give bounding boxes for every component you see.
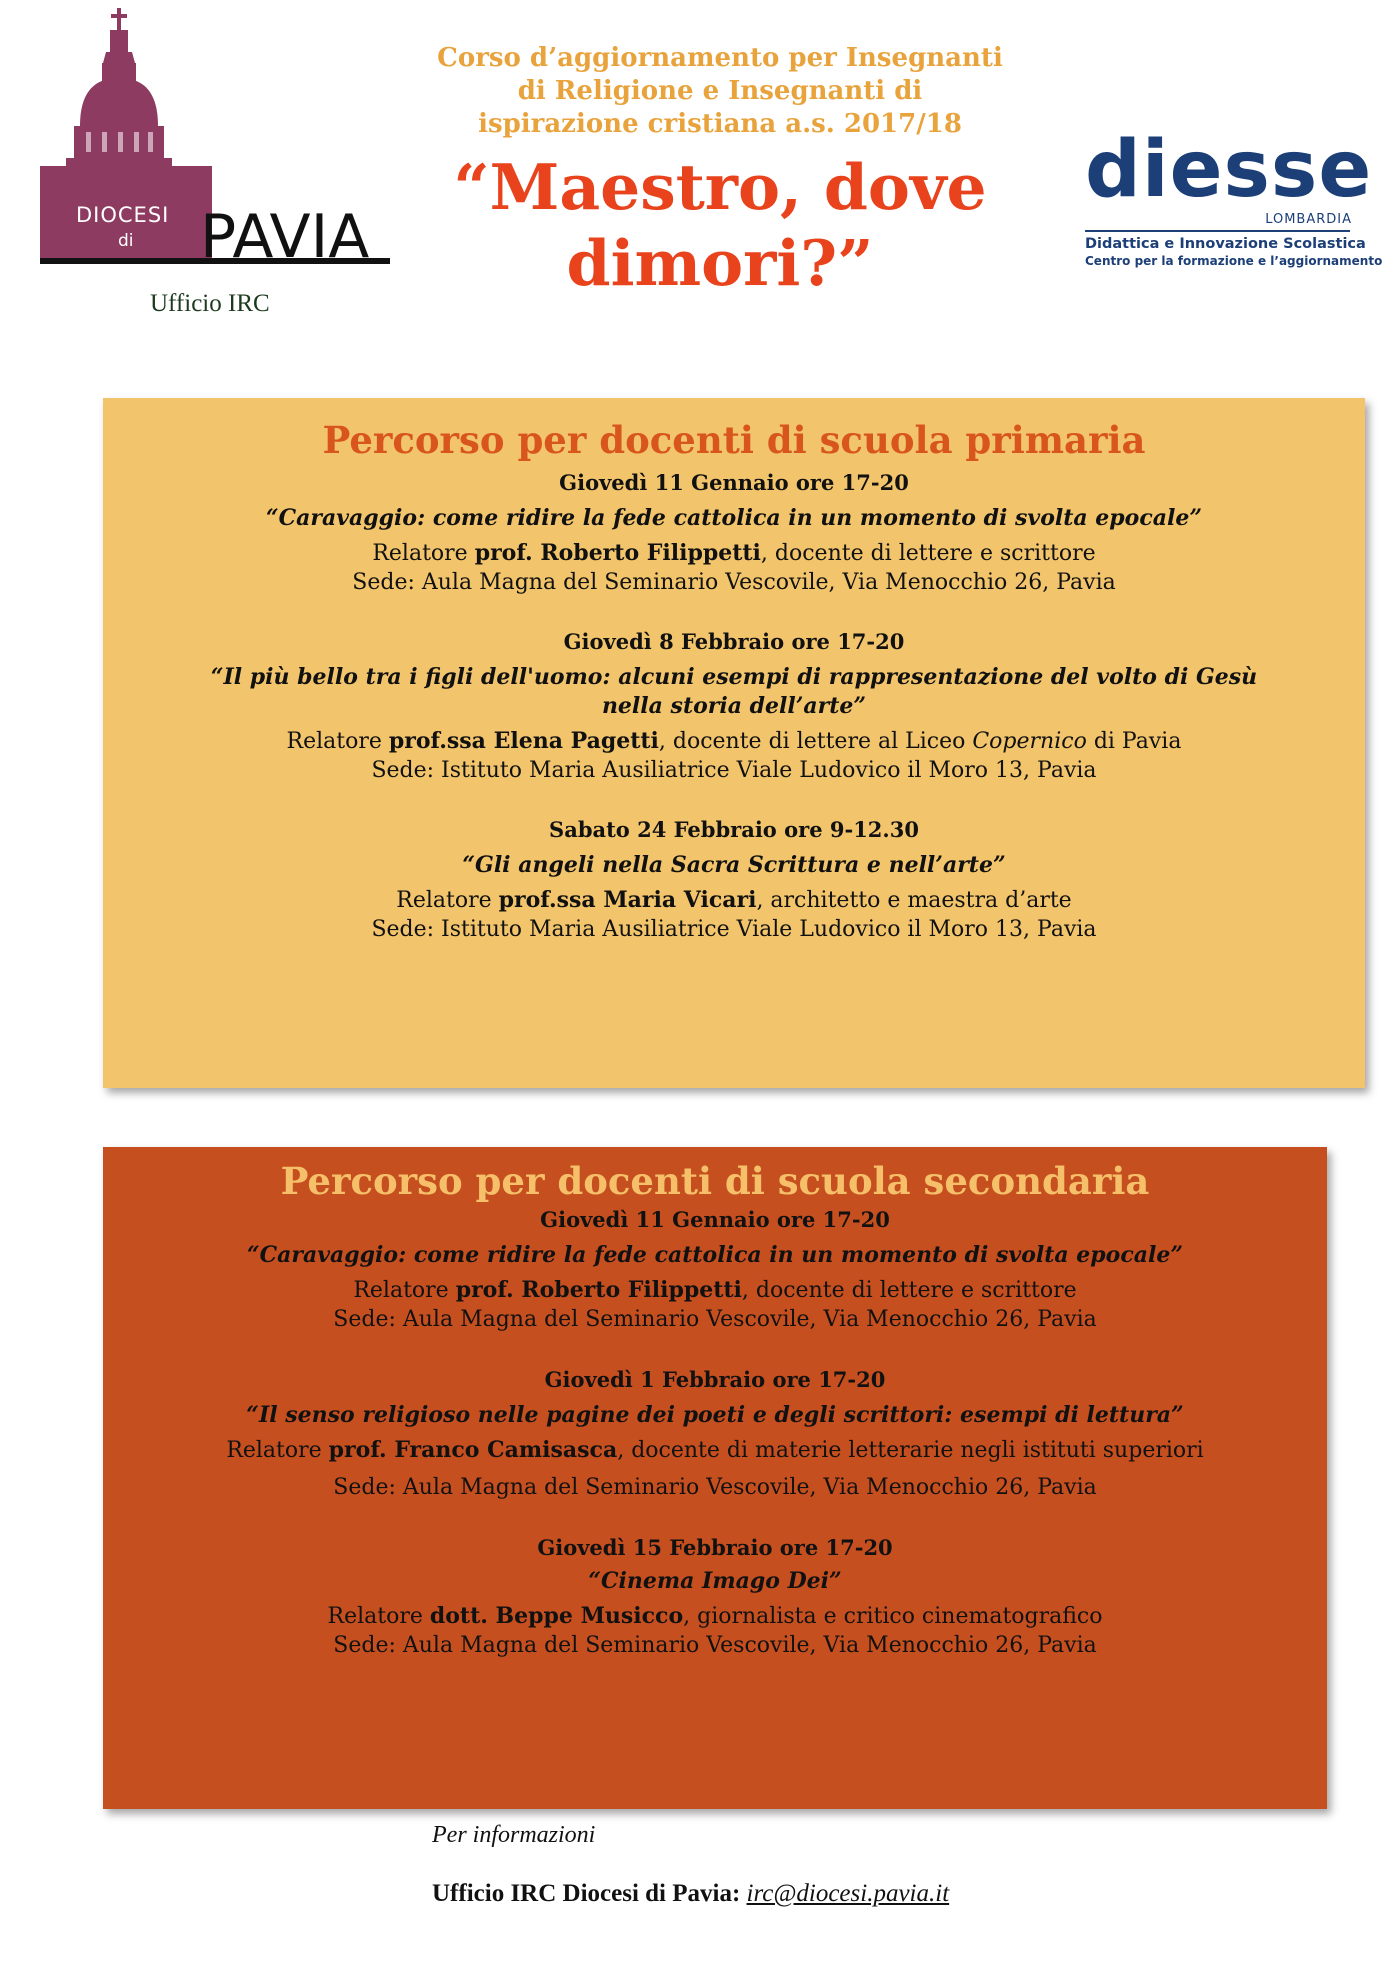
- course-line: Corso d’aggiornamento per Insegnanti: [437, 43, 1003, 73]
- main-title: [395, 149, 1045, 301]
- course-title: [395, 42, 1045, 141]
- event-speaker: [103, 727, 1365, 756]
- event-item: [103, 627, 1365, 785]
- speaker-school-name: Copernico: [972, 729, 1087, 754]
- speaker-role: , docente di lettere al Liceo: [658, 729, 966, 754]
- event-item: [103, 1533, 1327, 1660]
- event-speaker: [103, 886, 1365, 915]
- event-talk-line: “Il senso religioso nelle pagine dei poeti e degli scrittori: esempi di lettura”: [246, 1402, 1184, 1428]
- di-word: di: [118, 231, 134, 251]
- event-venue: Sede: Aula Magna del Seminario Vescovile, Via Menocchio 26, Pavia: [333, 1633, 1097, 1658]
- event-date: Giovedì 1 Febbraio ore 17-20: [544, 1367, 886, 1392]
- event-item: [103, 468, 1365, 597]
- speaker-name: prof. Roberto Filippetti: [474, 540, 761, 566]
- speaker-role: , docente di lettere e scrittore: [741, 1278, 1077, 1303]
- speaker-role: , docente di materie letterarie negli istituti superiori: [617, 1438, 1204, 1463]
- diesse-subtitle-secondary: Centro per la formazione e l’aggiornamento: [1085, 254, 1383, 268]
- speaker-name: prof. Roberto Filippetti: [455, 1277, 742, 1303]
- speaker-prefix: Relatore: [327, 1604, 423, 1629]
- event-talk-line: “Cinema Imago Dei”: [588, 1568, 842, 1594]
- main-title-line: dimori?”: [566, 226, 874, 300]
- contact-email-link[interactable]: irc@diocesi.pavia.it: [746, 1880, 950, 1907]
- secondaria-title: Percorso per docenti di scuola secondaria: [280, 1159, 1150, 1203]
- speaker-prefix: Relatore: [372, 541, 468, 566]
- ufficio-irc-label: Ufficio IRC: [150, 290, 270, 317]
- speaker-prefix: Relatore: [226, 1438, 322, 1463]
- event-talk-line: “Caravaggio: come ridire la fede cattolica in un momento di svolta epocale”: [246, 1242, 1184, 1268]
- speaker-prefix: Relatore: [396, 888, 492, 913]
- speaker-name: prof.ssa Elena Pagetti: [388, 728, 659, 754]
- event-venue: Sede: Aula Magna del Seminario Vescovile, Via Menocchio 26, Pavia: [352, 570, 1116, 595]
- speaker-role: , architetto e maestra d’arte: [756, 888, 1072, 913]
- event-talk: [103, 1567, 1327, 1596]
- event-date: Giovedì 11 Gennaio ore 17-20: [540, 1207, 890, 1232]
- event-talk-line: “Il più bello tra i figli dell'uomo: alcuni esempi di rappresentazione del volto di Gesù: [210, 664, 1258, 690]
- event-venue: Sede: Istituto Maria Ausiliatrice Viale Ludovico il Moro 13, Pavia: [371, 758, 1097, 783]
- speaker-role: , docente di lettere e scrittore: [760, 541, 1096, 566]
- diocesi-word: DIOCESI: [76, 203, 170, 227]
- speaker-prefix: Relatore: [286, 729, 382, 754]
- event-talk: [103, 1401, 1327, 1430]
- primaria-title: Percorso per docenti di scuola primaria: [322, 418, 1146, 462]
- speaker-prefix: Relatore: [353, 1278, 449, 1303]
- course-line: di Religione e Insegnanti di: [517, 76, 923, 106]
- event-date: Sabato 24 Febbraio ore 9-12.30: [549, 817, 919, 842]
- event-item: [103, 1205, 1327, 1334]
- event-talk-line: “Caravaggio: come ridire la fede cattolica in un momento di svolta epocale”: [265, 505, 1203, 531]
- footer-info-label: Per informazioni: [432, 1822, 596, 1848]
- event-date: Giovedì 8 Febbraio ore 17-20: [563, 629, 905, 654]
- event-venue: Sede: Aula Magna del Seminario Vescovile, Via Menocchio 26, Pavia: [333, 1475, 1097, 1500]
- diesse-region: LOMBARDIA: [1265, 212, 1352, 227]
- main-title-line: “Maestro, dove: [453, 150, 987, 224]
- event-venue: Sede: Istituto Maria Ausiliatrice Viale Ludovico il Moro 13, Pavia: [371, 917, 1097, 942]
- event-venue: Sede: Aula Magna del Seminario Vescovile, Via Menocchio 26, Pavia: [333, 1307, 1097, 1332]
- diesse-divider: [1085, 230, 1350, 232]
- event-item: [103, 1365, 1327, 1502]
- speaker-role: , giornalista e critico cinematografico: [683, 1604, 1103, 1629]
- event-date: Giovedì 15 Febbraio ore 17-20: [537, 1535, 893, 1560]
- speaker-name: prof.ssa Maria Vicari: [498, 887, 757, 913]
- header-center: [395, 42, 1045, 301]
- event-speaker: [103, 539, 1365, 568]
- contact-label: Ufficio IRC Diocesi di Pavia:: [432, 1880, 741, 1907]
- diesse-word: diesse: [1085, 125, 1373, 215]
- event-talk: [103, 504, 1365, 533]
- event-talk: [103, 663, 1365, 721]
- diocesi-pavia-logo: [40, 8, 390, 273]
- event-speaker: [103, 1436, 1327, 1465]
- event-item: [103, 815, 1365, 944]
- footer-contact: [432, 1880, 949, 1908]
- course-line: ispirazione cristiana a.s. 2017/18: [478, 109, 962, 139]
- speaker-name: dott. Beppe Musicco: [429, 1603, 684, 1629]
- event-date: Giovedì 11 Gennaio ore 17-20: [559, 470, 909, 495]
- event-talk-line: “Gli angeli nella Sacra Scrittura e nell’arte”: [462, 852, 1006, 878]
- event-speaker: [103, 1276, 1327, 1305]
- diesse-logo: [1085, 125, 1383, 280]
- pavia-word: PAVIA: [200, 202, 370, 272]
- diesse-subtitle: Didattica e Innovazione Scolastica: [1085, 236, 1366, 252]
- secondaria-section: [103, 1147, 1327, 1809]
- event-speaker: [103, 1602, 1327, 1631]
- event-talk-line: nella storia dell’arte”: [601, 693, 867, 719]
- event-talk: [103, 851, 1365, 880]
- speaker-role-end: di Pavia: [1093, 729, 1182, 754]
- primaria-section: [103, 398, 1365, 1088]
- event-talk: [103, 1241, 1327, 1270]
- speaker-name: prof. Franco Camisasca: [328, 1437, 618, 1463]
